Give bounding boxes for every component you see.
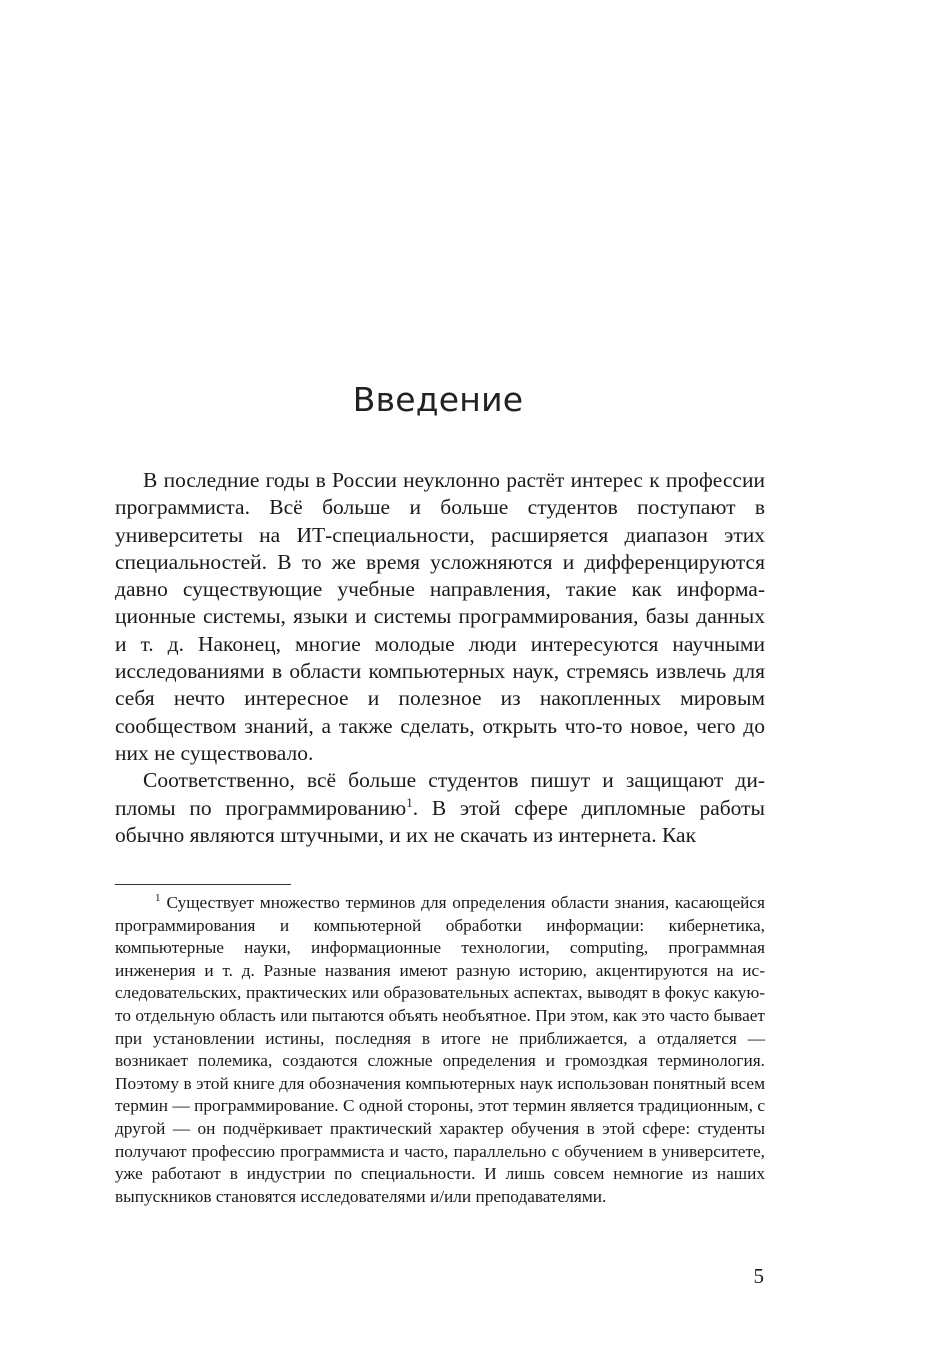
paragraph-2: [115, 767, 765, 849]
footnote: [115, 892, 765, 1208]
paragraph-2-text-start: Соответственно, всё больше студентов пишут и защищают дипломы по программированию: [115, 768, 765, 820]
paragraph-2-text-end: . В этой сфере дипломные работы обычно являются штучными, и их не скачать из интернета. Как: [115, 795, 765, 847]
main-text: [115, 467, 765, 849]
paragraph-1: В последние годы в России неуклонно растёт интерес к профессии программиста. Всё больше и больше студентов поступают в университеты на ИТ-специальности, расширяется диапазон этих специальностей. В то же время усложняются и дифференцируются давно существующие учебные направления, такие как информационные системы, языки и системы программирования, базы данных и т. д. Наконец, многие молодые люди интересуются научными исследованиями в области компьютерных наук, стремясь извлечь для себя нечто интересное и полезное из накопленных мировым сообществом знаний, а также сделать, открыть что-то новое, чего до них не существовало.: [115, 468, 765, 765]
footnote-text: Существует множество терминов для определения области знания, касающейся программирования и компьютерной обработки информации: кибернетика, компьютерные науки, информационные технологии, computing, программная инженерия и т. д. Разные названия имеют разную историю, акцентируются на исследовательских, практических или образовательных аспектах, выводят в фокус какую-то отдельную область или пытаются объять необъятное. При этом, как это часто бывает при установлении истины, последняя в итоге не приближается, а отдаляется — возникает полемика, создаются сложные определения и громоздкая терминология. Поэтому в этой книге для обозначения компьютерных наук использован понятный всем термин — программирование. С одной стороны, этот термин является традиционным, с другой — он подчёркивает практический характер обучения в этой сфере: студенты получают профессию программиста и часто, параллельно с обучением в университете, уже работают в индустрии по специальности. И лишь совсем немногие из наших выпускников становятся исследователями и/или преподавателями.: [115, 893, 765, 1206]
page-number: 5: [753, 1264, 764, 1288]
chapter-title: Введение: [352, 380, 524, 419]
footnote-divider: [115, 884, 291, 885]
footnote-marker: 1: [155, 892, 161, 905]
footnote-reference[interactable]: 1: [406, 794, 413, 810]
